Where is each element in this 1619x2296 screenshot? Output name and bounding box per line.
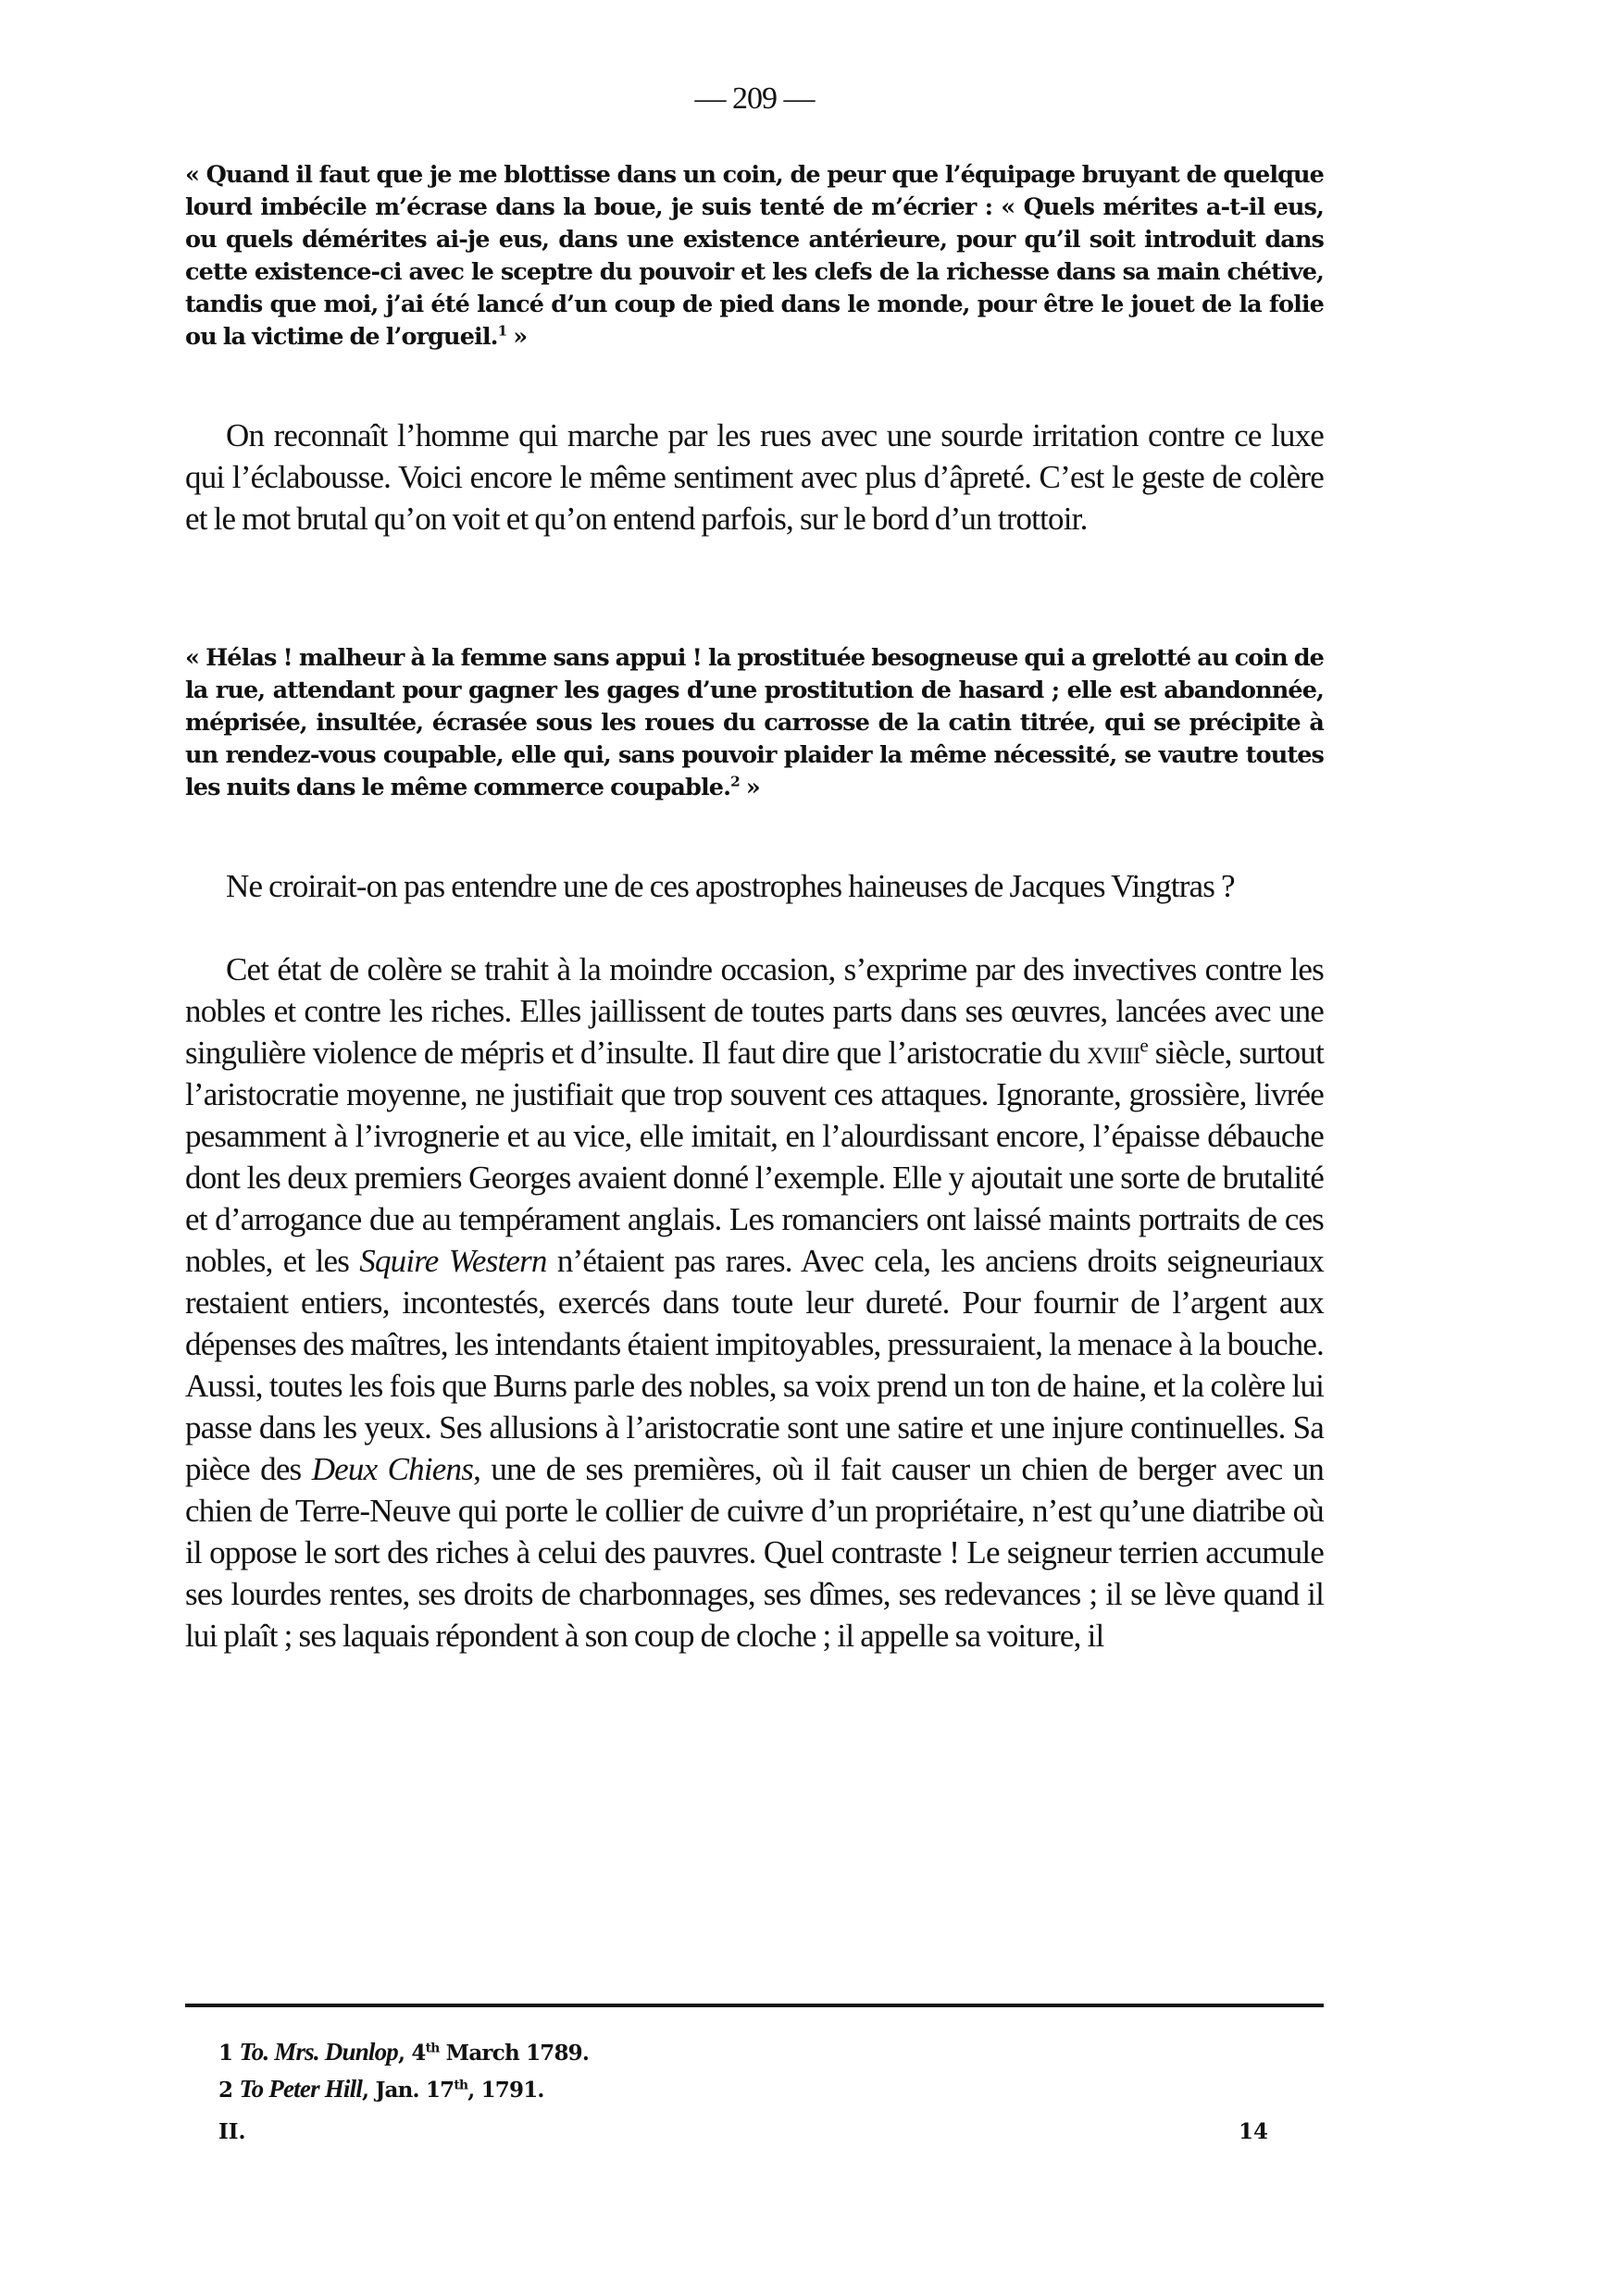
footnote-separator — [185, 2004, 1324, 2007]
superscript: e — [1140, 1034, 1148, 1057]
paragraph-1 — [185, 415, 1324, 540]
quote-text: Hélas ! malheur à la femme sans appui ! la prostituée besogneuse qui a grelotté au coin de la rue, attendant pour gagner les gages d’une prostitution de hasard ; elle est abandonnée, méprisée, insultée, écrasée sous les roues du carrosse de la catin titrée, qui se précipite à un rendez-vous coupable, elle qui, sans pouvoir plaider la même nécessité, se vautre toutes les nuits dans le même commerce coupable. — [185, 644, 1325, 801]
quote-paragraph — [185, 642, 1324, 804]
close-quote: » — [506, 323, 528, 351]
signature-number: 14 — [1239, 2119, 1269, 2144]
quote-paragraph — [185, 159, 1324, 354]
footnote-recipient: To. Mrs. Dunlop — [239, 2038, 399, 2066]
signature-mark: II. — [218, 2119, 246, 2144]
text-run: , Jan. 17 — [362, 2078, 455, 2103]
italic-title: Deux Chiens — [311, 1451, 474, 1487]
footnote-ref-1[interactable]: 1 — [497, 322, 507, 340]
footnote-1 — [218, 2038, 589, 2066]
paragraph-2 — [185, 865, 1324, 907]
text-run: , 1791. — [467, 2078, 544, 2103]
text-run: siècle, surtout l’aristocratie moyenne, ne justifiait que trop souvent ces attaques. Ignorante, grossière, livrée pesamment à l’ivrognerie et au vice, elle imitait, en l’alourdissant encore, l’épaisse débauche dont les deux premiers Georges avaient donné l’exemple. Elle y ajoutait une sorte de brutalité et d’arrogance due au tempérament anglais. Les romanciers ont laissé maints portraits de ces nobles, et les — [185, 1035, 1324, 1279]
close-quote: » — [739, 774, 760, 801]
footnote-ref-2[interactable]: 2 — [730, 773, 740, 790]
superscript: th — [454, 2078, 468, 2093]
superscript: th — [425, 2041, 440, 2056]
paragraph-text: Ne croirait-on pas entendre une de ces apostrophes haineuses de Jacques Vingtras ? — [226, 868, 1235, 904]
text-run: , 4 — [398, 2041, 426, 2066]
footnote-recipient: To Peter Hill — [239, 2075, 363, 2103]
paragraph-text: On reconnaît l’homme qui marche par les rues avec une sourde irritation contre ce luxe qui l’éclabousse. Voici encore le même sentiment avec plus d’âpreté. C’est le geste de colère et le mot brutal qu’on voit et qu’on entend parfois, sur le bord d’un trottoir. — [185, 417, 1324, 537]
block-quote-2 — [185, 642, 1324, 804]
footnote-2 — [218, 2075, 544, 2104]
paragraph-text — [185, 949, 1324, 1657]
paragraph-3 — [185, 949, 1324, 1657]
quote-text: Quand il faut que je me blottisse dans un coin, de peur que l’équipage bruyant de quelque lourd imbécile m’écrase dans la boue, je suis tenté de m’écrier : « Quels mérites a-t-il eus, ou quels démérites ai-je eus, dans une existence antérieure, pour qu’il soit introduit dans cette existence-ci avec le sceptre du pouvoir et les clefs de la richesse dans sa main chétive, tandis que moi, j’ai été lancé d’un coup de pied dans le monde, pour être le jouet de la folie ou la victime de l’orgueil. — [185, 161, 1324, 351]
block-quote-1 — [185, 159, 1324, 354]
open-quote: « — [185, 161, 206, 189]
text-run: Cet état de colère se trahit à la moindre occasion, s’exprime par des invectives contre les nobles et contre les riches. Elles jaillissent de toutes parts dans ses œuvres, lancées avec une singulière violence de mépris et d’insulte. Il faut dire que l’aristocratie du — [185, 951, 1324, 1071]
text-run: , une de ses premières, où il fait causer un chien de berger avec un chien de Terre-Neuve qui porte le collier de cuivre d’un propriétaire, n’est qu’une diatribe où il oppose le sort des riches à celui des pauvres. Quel contraste ! Le seigneur terrien accumule ses lourdes rentes, ses droits de charbonnages, ses dîmes, ses redevances ; il se lève quand il lui plaît ; ses laquais répondent à son coup de cloche ; il appelle sa voiture, il — [185, 1451, 1325, 1654]
page-number: — 209 — — [694, 81, 815, 116]
footnote-number: 1 — [218, 2041, 233, 2066]
century-roman-numeral: xviii — [1087, 1035, 1140, 1071]
text-run: n’étaient pas rares. Avec cela, les anciens droits seigneuriaux restaient entiers, incontestés, exercés dans toute leur dureté. Pour fournir de l’argent aux dépenses des maîtres, les intendants étaient impitoyables, pressuraient, la menace à la bouche. Aussi, toutes les fois que Burns parle des nobles, sa voix prend un ton de haine, et la colère lui passe dans les yeux. Ses allusions à l’aristocratie sont une satire et une injure continuelles. Sa pièce des — [185, 1243, 1324, 1487]
open-quote: « — [185, 644, 206, 672]
text-run: March 1789. — [439, 2041, 590, 2066]
footnote-number: 2 — [218, 2078, 233, 2103]
italic-title: Squire Western — [359, 1243, 547, 1279]
